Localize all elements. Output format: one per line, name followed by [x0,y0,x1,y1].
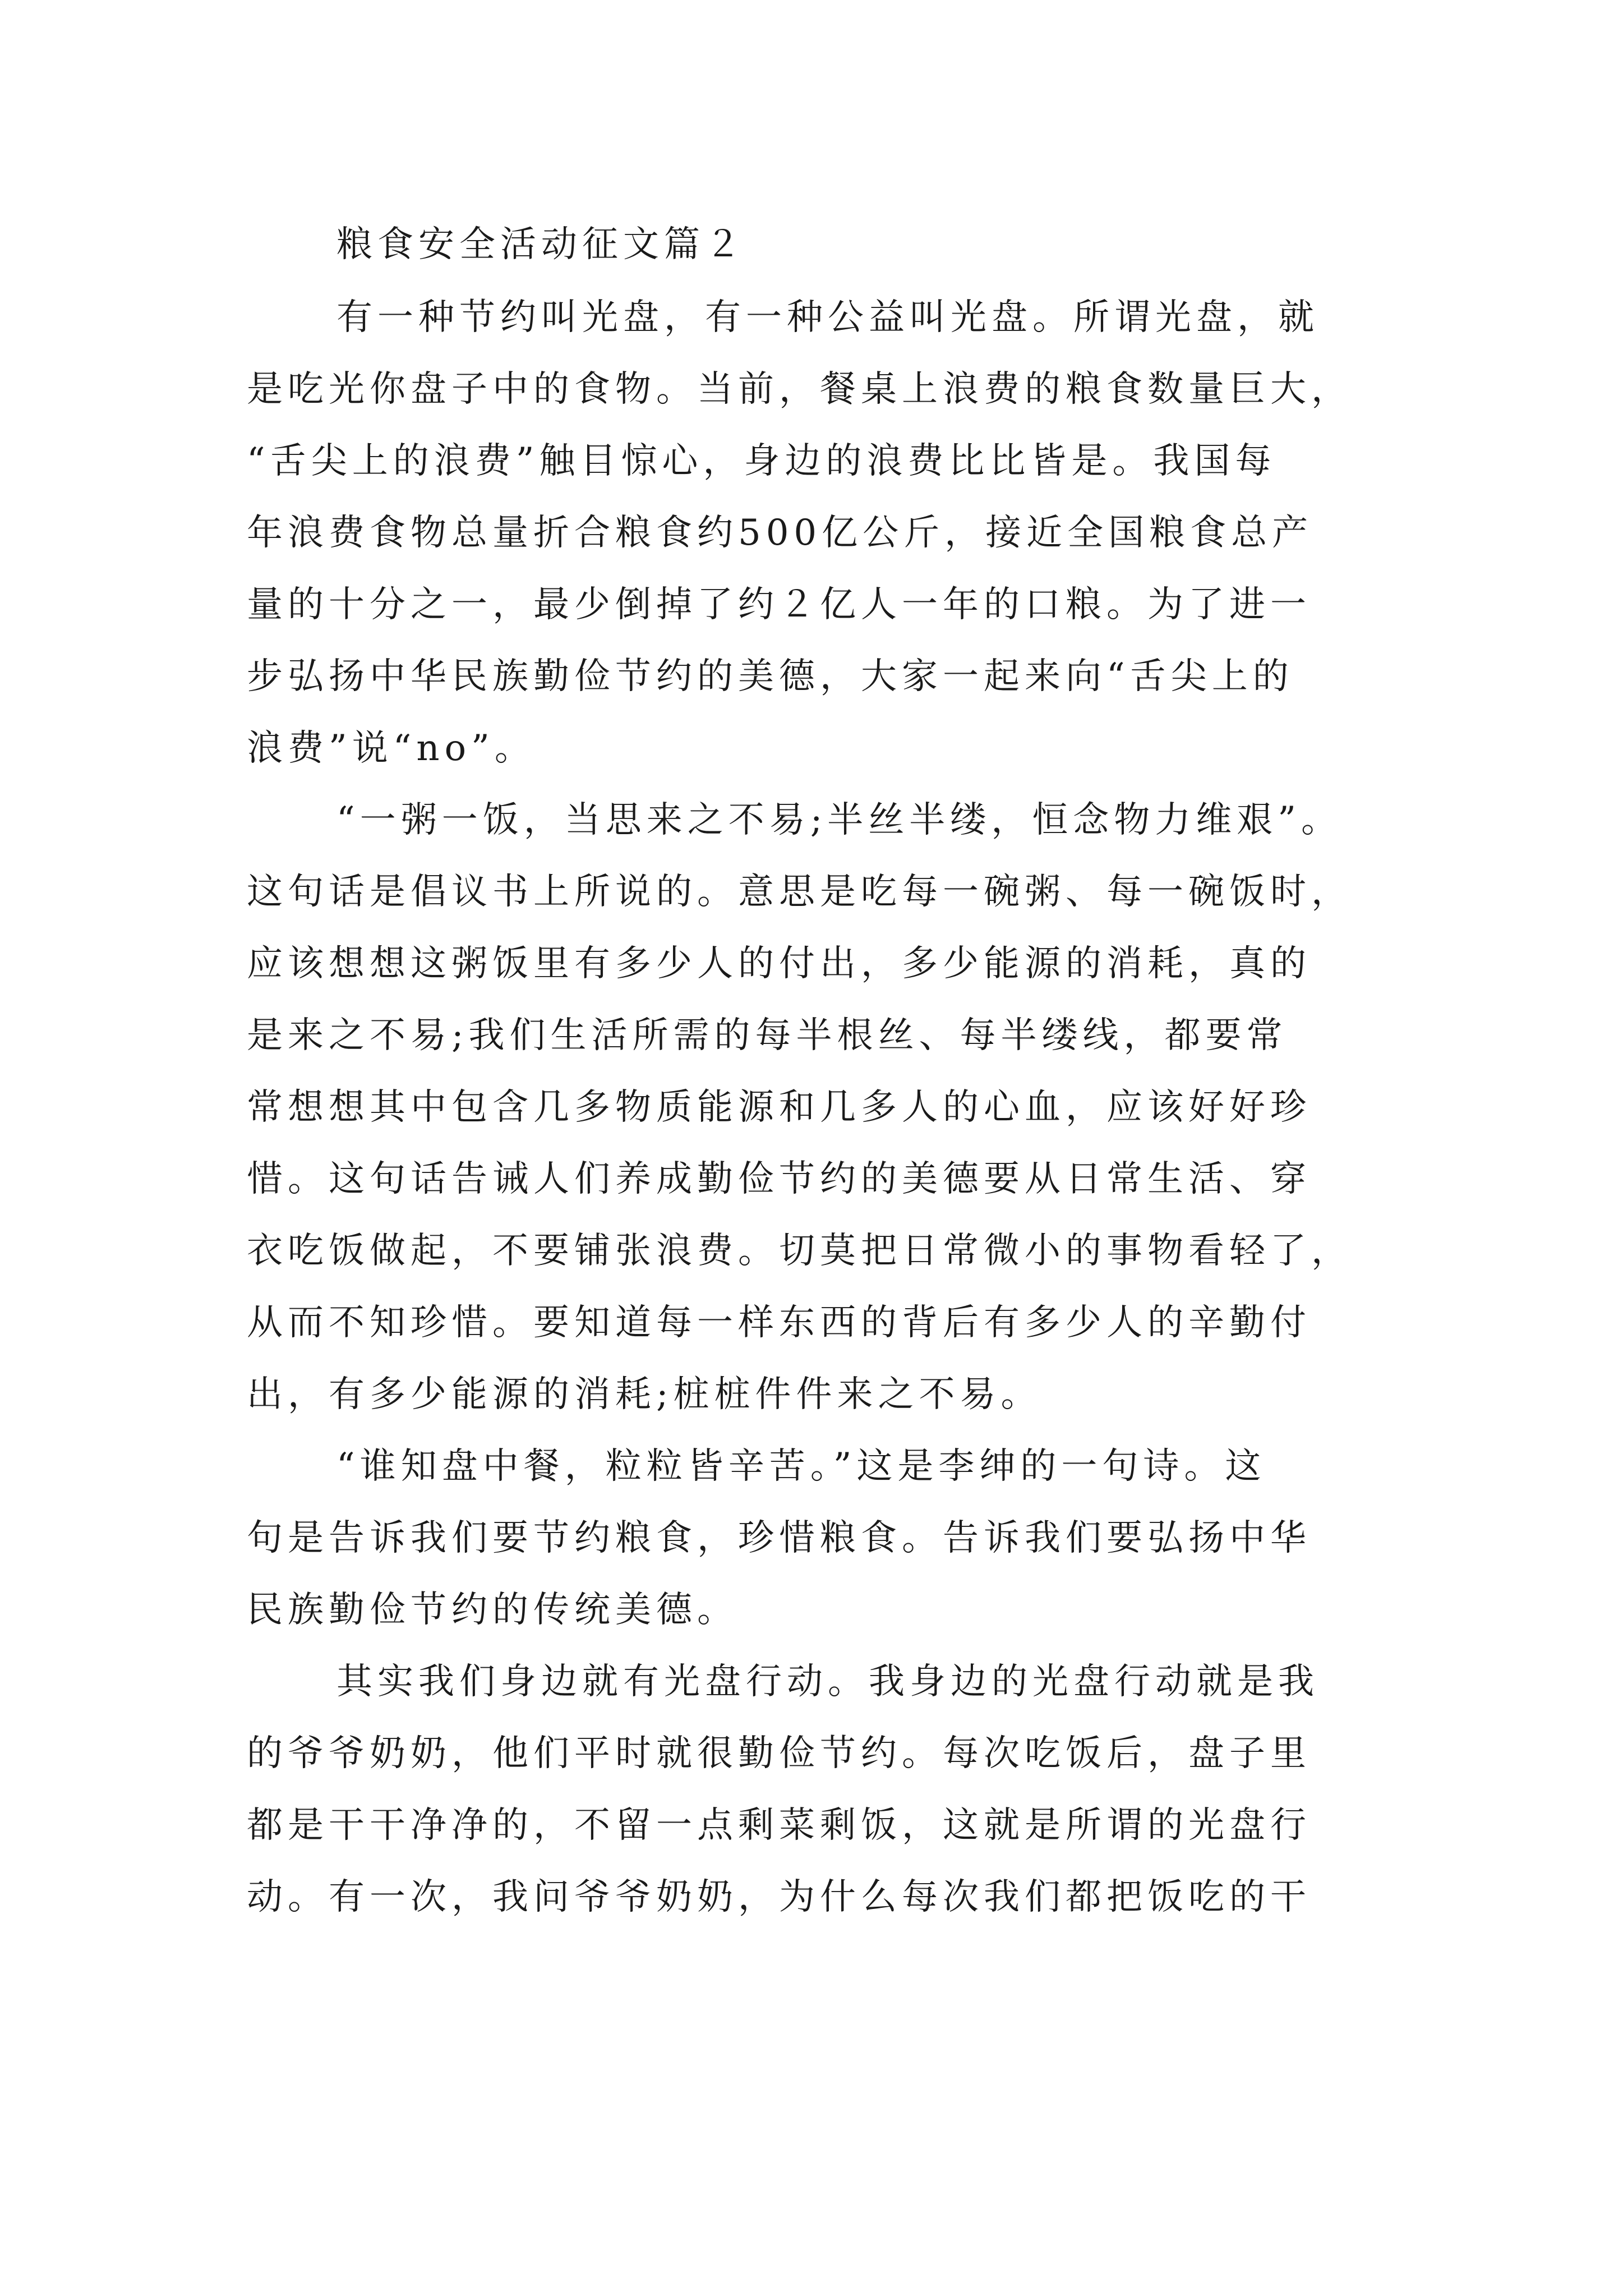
paragraph-line: 民族勤俭节约的传统美德。 [247,1589,738,1631]
paragraph-line: 这句话是倡议书上所说的。意思是吃每一碗粥、每一碗饭时， [247,871,1352,913]
paragraph-line: 步弘扬中华民族勤俭节约的美德，大家一起来向“舌尖上的 [247,656,1294,697]
paragraph-line: “舌尖上的浪费”触目惊心，身边的浪费比比皆是。我国每 [247,440,1276,482]
paragraph-line: “一粥一饭，当思来之不易;半丝半缕，恒念物力维艰”。 [336,799,1342,841]
paragraph-line: 动。有一次，我问爷爷奶奶，为什么每次我们都把饭吃的干 [247,1876,1311,1918]
paragraph-line: 从而不知珍惜。要知道每一样东西的背后有多少人的辛勤付 [247,1302,1311,1343]
paragraph-line: 的爷爷奶奶，他们平时就很勤俭节约。每次吃饭后，盘子里 [247,1733,1311,1774]
document-title: 粮食安全活动征文篇２ [336,224,746,265]
paragraph-line: 句是告诉我们要节约粮食，珍惜粮食。告诉我们要弘扬中华 [247,1517,1311,1559]
paragraph-line: 衣吃饭做起，不要铺张浪费。切莫把日常微小的事物看轻了， [247,1230,1352,1272]
paragraph-line: 有一种节约叫光盘，有一种公益叫光盘。所谓光盘，就 [336,297,1319,338]
paragraph-line: 浪费”说“no”。 [247,728,536,769]
paragraph-line: 都是干干净净的，不留一点剩菜剩饭，这就是所谓的光盘行 [247,1805,1311,1846]
paragraph-line: 量的十分之一，最少倒掉了约２亿人一年的口粮。为了进一 [247,584,1311,625]
paragraph-line: 是来之不易;我们生活所需的每半根丝、每半缕线，都要常 [247,1015,1288,1056]
paragraph-line: 出，有多少能源的消耗;桩桩件件来之不易。 [247,1374,1042,1415]
paragraph-line: 年浪费食物总量折合粮食约500亿公斤，接近全国粮食总产 [247,512,1313,554]
paragraph-line: 常想想其中包含几多物质能源和几多人的心血，应该好好珍 [247,1087,1311,1128]
paragraph-line: 惜。这句话告诫人们养成勤俭节约的美德要从日常生活、穿 [247,1158,1311,1200]
paragraph-line: 是吃光你盘子中的食物。当前，餐桌上浪费的粮食数量巨大， [247,369,1352,410]
paragraph-line: 应该想想这粥饭里有多少人的付出，多少能源的消耗，真的 [247,943,1311,984]
paragraph-line: 其实我们身边就有光盘行动。我身边的光盘行动就是我 [336,1661,1319,1703]
paragraph-line: “谁知盘中餐，粒粒皆辛苦。”这是李绅的一句诗。这 [336,1446,1266,1487]
